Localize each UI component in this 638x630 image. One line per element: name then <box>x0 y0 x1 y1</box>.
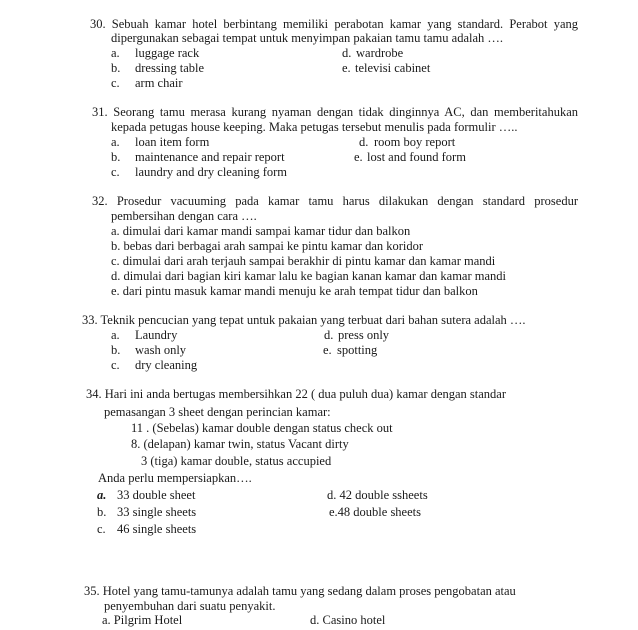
q33-option-b-letter: b. <box>111 343 121 357</box>
q32-stem-line2: pembersihan dengan cara …. <box>111 209 257 223</box>
q33-option-d-letter: d. <box>324 328 334 342</box>
q31-option-b-letter: b. <box>111 150 121 164</box>
q31-stem-line1: 31. Seorang tamu merasa kurang nyaman dengan tidak dinginnya AC, dan memberitahukan <box>92 105 578 119</box>
q31-option-e-letter: e. <box>354 150 363 164</box>
q30-stem-line1: 30. Sebuah kamar hotel berbintang memiliki perabotan kamar yang standard. Perabot yang <box>90 17 578 31</box>
q33-option-e-text: spotting <box>337 343 378 357</box>
q30-option-b-letter: b. <box>111 61 121 75</box>
q33-option-c-letter: c. <box>111 358 120 372</box>
q34-stem-line2: pemasangan 3 sheet dengan perincian kamar: <box>104 405 331 419</box>
q31-option-c-letter: c. <box>111 165 120 179</box>
q31-option-b-text: maintenance and repair report <box>135 150 285 164</box>
q34-need: Anda perlu mempersiapkan…. <box>98 471 252 485</box>
q32-stem-line1: 32. Prosedur vacuuming pada kamar tamu harus dilakukan dengan standard prosedur <box>92 194 578 208</box>
q32-option-a: a. dimulai dari kamar mandi sampai kamar tidur dan balkon <box>111 224 411 238</box>
q31-option-a-text: loan item form <box>135 135 210 149</box>
q32-option-d: d. dimulai dari bagian kiri kamar lalu ke bagian kanan kamar dan kamar mandi <box>111 269 506 283</box>
q33-option-a-letter: a. <box>111 328 120 342</box>
q33-option-a-text: Laundry <box>135 328 178 342</box>
q34-detail-1: 11 . (Sebelas) kamar double dengan status check out <box>131 421 393 435</box>
q34-option-c-letter: c. <box>97 522 106 536</box>
q34-detail-2: 8. (delapan) kamar twin, status Vacant dirty <box>131 437 349 451</box>
q30-option-c-text: arm chair <box>135 76 183 90</box>
q34-detail-3: 3 (tiga) kamar double, status accupied <box>141 454 332 468</box>
q31-option-d-letter: d. <box>359 135 369 149</box>
q34-option-b-text: 33 single sheets <box>117 505 197 519</box>
q34-option-a-text: 33 double sheet <box>117 488 196 502</box>
q32-option-c: c. dimulai dari arah terjauh sampai berakhir di pintu kamar dan kamar mandi <box>111 254 496 268</box>
q34-option-b-letter: b. <box>97 505 107 519</box>
q35-stem-line2: penyembuhan dari suatu penyakit. <box>104 599 276 613</box>
q30-option-d-text: wardrobe <box>356 46 404 60</box>
q33-stem: 33. Teknik pencucian yang tepat untuk pakaian yang terbuat dari bahan sutera adalah …. <box>82 313 526 327</box>
q32-option-b: b. bebas dari berbagai arah sampai ke pintu kamar dan koridor <box>111 239 424 253</box>
q33-option-d-text: press only <box>338 328 390 342</box>
q31-stem-line2: kepada petugas house keeping. Maka petugas tersebut menulis pada formulir ….. <box>111 120 518 134</box>
q31-option-a-letter: a. <box>111 135 120 149</box>
q31-option-c-text: laundry and dry cleaning form <box>135 165 288 179</box>
q34-option-d-text: d. 42 double ssheets <box>327 488 428 502</box>
q35-stem-line1: 35. Hotel yang tamu-tamunya adalah tamu yang sedang dalam proses pengobatan atau <box>84 584 516 598</box>
q34-option-a-letter: a. <box>97 488 107 502</box>
q31-option-e-text: lost and found form <box>367 150 466 164</box>
q30-stem-line2: dipergunakan sebagai tempat untuk menyimpan pakaian tamu tamu adalah …. <box>111 31 504 45</box>
q33-option-b-text: wash only <box>135 343 187 357</box>
q32-option-e: e. dari pintu masuk kamar mandi menuju ke arah tempat tidur dan balkon <box>111 284 478 298</box>
q34-option-c-text: 46 single sheets <box>117 522 197 536</box>
q31-option-d-text: room boy report <box>374 135 456 149</box>
q34-option-e-text: e.48 double sheets <box>329 505 421 519</box>
q30-option-a-letter: a. <box>111 46 120 60</box>
q30-option-c-letter: c. <box>111 76 120 90</box>
q30-option-b-text: dressing table <box>135 61 205 75</box>
q35-option-a: a. Pilgrim Hotel <box>102 613 183 627</box>
q34-stem-line1: 34. Hari ini anda bertugas membersihkan 22 ( dua puluh dua) kamar dengan standar <box>86 387 507 401</box>
q33-option-c-text: dry cleaning <box>135 358 198 372</box>
q35-option-d: d. Casino hotel <box>310 613 386 627</box>
q30-option-e-letter: e. <box>342 61 351 75</box>
q30-option-e-text: televisi cabinet <box>355 61 431 75</box>
q33-option-e-letter: e. <box>323 343 332 357</box>
q30-option-a-text: luggage rack <box>135 46 200 60</box>
q30-option-d-letter: d. <box>342 46 352 60</box>
